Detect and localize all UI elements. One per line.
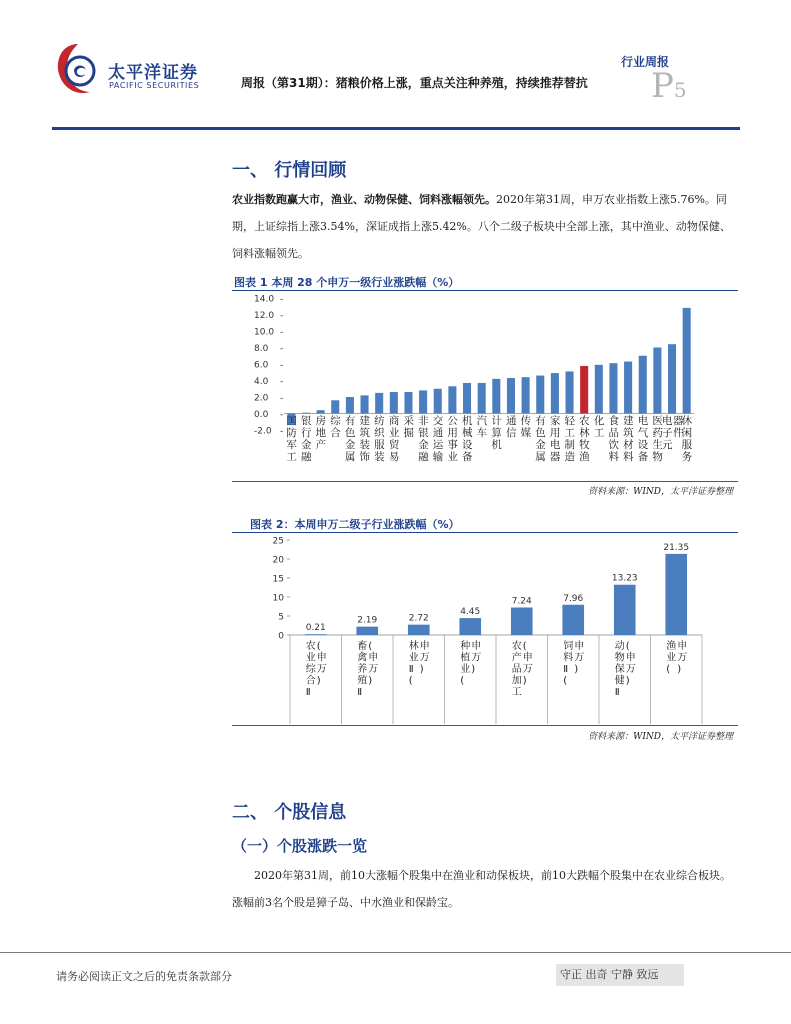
figure2-bottom-rule bbox=[232, 725, 738, 726]
report-type: 行业周报 bbox=[620, 55, 669, 69]
bar-商业贸易 bbox=[390, 392, 398, 413]
bar-银行金融 bbox=[302, 413, 310, 414]
logo-emblem-icon bbox=[52, 40, 104, 102]
category-label-农林牧渔: 农林牧渔 bbox=[579, 415, 590, 463]
category-label-医药生物: 医药生物 bbox=[652, 415, 663, 463]
category-label-化工: 化工 bbox=[593, 415, 605, 439]
y-tick-label: 4.0 bbox=[254, 377, 269, 387]
bar-农产品加工(申万) bbox=[511, 607, 533, 635]
bar-畜禽养殖Ⅱ(申万) bbox=[356, 627, 378, 635]
figure1-chart bbox=[232, 292, 738, 480]
category-label-林业Ⅱ(申万): 林业 Ⅱ ( bbox=[408, 641, 419, 687]
section1-paragraph bbox=[232, 186, 738, 267]
y-tick-mark: - bbox=[280, 344, 284, 354]
bar-通信 bbox=[507, 378, 515, 413]
bar-房地产 bbox=[317, 410, 325, 413]
category-label-农业综合Ⅱ(申万): (申万) bbox=[316, 641, 327, 687]
y-tick-label: 12.0 bbox=[254, 311, 275, 321]
y-tick-label: 14.0 bbox=[254, 294, 275, 305]
category-label-汽车: 汽车 bbox=[476, 415, 488, 439]
bar-休闲服务 bbox=[683, 308, 691, 414]
header-divider bbox=[52, 127, 740, 130]
category-label-电子元器件: 电子元 bbox=[662, 415, 673, 451]
category-label-电气设备: 电气设备 bbox=[637, 415, 649, 463]
category-label-非银金融: 非银金融 bbox=[418, 415, 429, 463]
y-tick-label: 6.0 bbox=[254, 360, 269, 371]
category-label-家用电器: 家用电器 bbox=[549, 415, 561, 463]
y-tick-label: -2.0 bbox=[254, 426, 272, 437]
y-tick-label: 10 bbox=[272, 593, 284, 604]
data-label: 0.21 bbox=[305, 623, 326, 634]
category-label-饲料Ⅱ(申万): 申万) bbox=[574, 641, 585, 675]
y-tick-label: 2.0 bbox=[254, 393, 269, 404]
category-label-渔业(申万): 渔业( bbox=[666, 641, 677, 675]
category-label-休闲服务: 休闲服务 bbox=[681, 415, 693, 463]
data-label: 7.24 bbox=[511, 596, 532, 607]
bar-食品饮料 bbox=[609, 363, 617, 413]
section2-paragraph: 2020年第31周，前10大涨幅个股集中在渔业和动保板块，前10大跌幅个股集中在农业综合板块。涨幅前3名个股是獐子岛、中水渔业和保龄宝。 bbox=[232, 869, 731, 909]
y-tick-mark: - bbox=[280, 426, 284, 437]
figure1-top-rule bbox=[232, 290, 738, 291]
y-tick-mark: - bbox=[280, 327, 284, 338]
figure2-top-rule bbox=[232, 532, 738, 533]
bar-动物保健Ⅱ(申万) bbox=[614, 585, 636, 635]
data-label: 4.45 bbox=[460, 607, 481, 618]
category-label-种植业(申万): 种植业( bbox=[460, 641, 471, 687]
category-label-动物保健Ⅱ(申万): (申万) bbox=[625, 641, 636, 687]
category-label-综合: 综合 bbox=[330, 415, 341, 439]
bar-采掘 bbox=[404, 392, 412, 413]
y-tick-label: 10.0 bbox=[254, 327, 275, 338]
category-label-商业贸易: 商业贸易 bbox=[388, 415, 400, 463]
figure1-source: 资料来源：WIND，太平洋证券整理 bbox=[588, 487, 733, 497]
category-label-交通运输: 交通运输 bbox=[432, 415, 444, 463]
bar-化工 bbox=[595, 365, 603, 414]
company-logo bbox=[52, 40, 222, 104]
category-label-建筑材料: 建筑材料 bbox=[623, 415, 634, 463]
figure1-title: 图表 1 本周 28 个申万一级行业涨跌幅（%） bbox=[234, 276, 460, 289]
y-tick-mark: - bbox=[280, 311, 284, 321]
bar-林业Ⅱ(申万) bbox=[408, 625, 430, 635]
footer-divider bbox=[0, 952, 791, 953]
bar-公用事业 bbox=[448, 386, 456, 413]
section1-lead: 农业指数跑赢大市，渔业、动物保健、饲料涨幅领先。 bbox=[232, 193, 496, 206]
bar-农业综合Ⅱ(申万) bbox=[305, 634, 327, 635]
logo-english-name: PACIFIC SECURITIES bbox=[109, 81, 200, 90]
bar-非银金融 bbox=[419, 390, 427, 413]
bar-农林牧渔 bbox=[580, 366, 588, 414]
y-tick-label: 15 bbox=[272, 574, 284, 585]
bar-交通运输 bbox=[434, 389, 442, 414]
category-label-机械设备: 机械设备 bbox=[462, 415, 473, 463]
category-label-建筑装饰: 建筑装饰 bbox=[359, 415, 371, 463]
category-label-传媒: 传媒 bbox=[520, 415, 532, 439]
category-label-渔业(申万): 申万) bbox=[677, 641, 688, 675]
category-label-种植业(申万): 申万) bbox=[471, 641, 482, 675]
footer-motto: 守正 出奇 宁静 致远 bbox=[556, 964, 684, 986]
category-label-林业Ⅱ(申万): 申万) bbox=[419, 641, 430, 675]
y-tick-mark: - bbox=[280, 377, 284, 387]
category-label-轻工制造: 轻工制造 bbox=[564, 415, 576, 463]
bar-计算机 bbox=[492, 379, 500, 414]
category-label-动物保健Ⅱ(申万): 动物保健 Ⅱ bbox=[614, 641, 625, 698]
page-letter: P bbox=[651, 66, 674, 106]
y-tick-mark: - bbox=[280, 294, 284, 305]
data-label: 13.23 bbox=[611, 573, 638, 584]
bar-种植业(申万) bbox=[459, 618, 481, 635]
bar-电子元器件 bbox=[668, 344, 676, 413]
data-label: 2.72 bbox=[408, 613, 429, 624]
data-label: 7.96 bbox=[563, 593, 584, 604]
bar-有色金属 bbox=[346, 397, 354, 414]
category-label-饲料Ⅱ(申万): 饲料 Ⅱ ( bbox=[563, 641, 574, 687]
category-label-食品饮料: 食品饮料 bbox=[608, 415, 619, 463]
category-label-农产品加工(申万): (申万) bbox=[522, 641, 533, 687]
bar-建筑材料 bbox=[624, 362, 632, 414]
category-label-畜禽养殖Ⅱ(申万): 畜禽养殖 Ⅱ bbox=[357, 641, 368, 698]
bar-有色金属 bbox=[536, 376, 544, 414]
bar-渔业(申万) bbox=[665, 554, 687, 635]
category-label-纺织服装: 纺织服装 bbox=[374, 415, 385, 463]
category-label-畜禽养殖Ⅱ(申万): (申万) bbox=[368, 641, 379, 687]
y-tick-label: 0 bbox=[278, 631, 284, 642]
y-tick-label: 5 bbox=[278, 612, 284, 623]
bar-综合 bbox=[331, 400, 339, 413]
footer-disclaimer: 请务必阅读正文之后的免责条款部分 bbox=[56, 970, 232, 983]
subsection-heading-stock-movers: （一）个股涨跌一览 bbox=[232, 837, 368, 855]
figure2-title: 图表 2：本周申万二级子行业涨跌幅（%） bbox=[250, 518, 460, 531]
y-tick-label: 20 bbox=[272, 555, 284, 566]
bar-轻工制造 bbox=[566, 371, 574, 413]
y-tick-label: 0.0 bbox=[254, 410, 269, 420]
category-label-银行金融: 银行金融 bbox=[300, 415, 312, 463]
category-label-通信: 通信 bbox=[505, 415, 517, 439]
bar-机械设备 bbox=[463, 383, 471, 414]
y-tick-mark: - bbox=[280, 360, 284, 371]
bar-汽车 bbox=[478, 383, 486, 414]
page-number bbox=[651, 66, 687, 106]
bar-医药生物 bbox=[653, 348, 661, 414]
category-label-采掘: 采掘 bbox=[403, 415, 414, 439]
y-tick-mark: - bbox=[280, 393, 284, 404]
bar-饲料Ⅱ(申万) bbox=[562, 605, 584, 635]
bar-建筑装饰 bbox=[361, 395, 369, 413]
figure2-chart bbox=[232, 534, 738, 724]
section-heading-market-review: 一、 行情回顾 bbox=[232, 160, 347, 181]
category-label-农业综合Ⅱ(申万): 农业综合 Ⅱ bbox=[305, 641, 316, 698]
report-title: 周报（第31期）：猪粮价格上涨，重点关注种养殖，持续推荐替抗 bbox=[241, 76, 588, 90]
category-label-公用事业: 公用事业 bbox=[447, 415, 458, 463]
data-label: 21.35 bbox=[663, 542, 690, 553]
category-label-计算机: 计算机 bbox=[491, 415, 502, 451]
logo-chinese-name: 太平洋证券 bbox=[108, 63, 198, 83]
data-label: 2.19 bbox=[357, 615, 378, 626]
section-heading-stock-info: 二、 个股信息 bbox=[232, 802, 347, 823]
page-digit: 5 bbox=[673, 78, 687, 102]
figure2-source: 资料来源：WIND，太平洋证券整理 bbox=[588, 732, 733, 742]
y-tick-mark: - bbox=[280, 410, 284, 420]
category-label-农产品加工(申万): 农产品加工 bbox=[511, 641, 522, 698]
category-label-有色金属: 有色金属 bbox=[535, 415, 546, 463]
section1-body: 2020年第31周，申万农业指数上涨5.76%。同期，上证综指上涨3.54%，深证成指上涨5.42%。八个二级子板块中全部上涨，其中渔业、动物保健、饲料涨幅领先。 bbox=[232, 193, 731, 260]
figure1-bottom-rule bbox=[232, 481, 738, 482]
category-label-国防军工: 国防军工 bbox=[286, 415, 297, 463]
y-tick-label: 8.0 bbox=[254, 344, 269, 354]
bar-纺织服装 bbox=[375, 393, 383, 414]
bar-电气设备 bbox=[639, 356, 647, 414]
bar-家用电器 bbox=[551, 373, 559, 413]
category-label-房地产: 房地产 bbox=[315, 415, 327, 451]
bar-传媒 bbox=[522, 377, 530, 413]
y-tick-label: 25 bbox=[272, 536, 284, 547]
category-label-电子元器件: 器件 bbox=[673, 415, 684, 439]
category-label-有色金属: 有色金属 bbox=[344, 415, 356, 463]
